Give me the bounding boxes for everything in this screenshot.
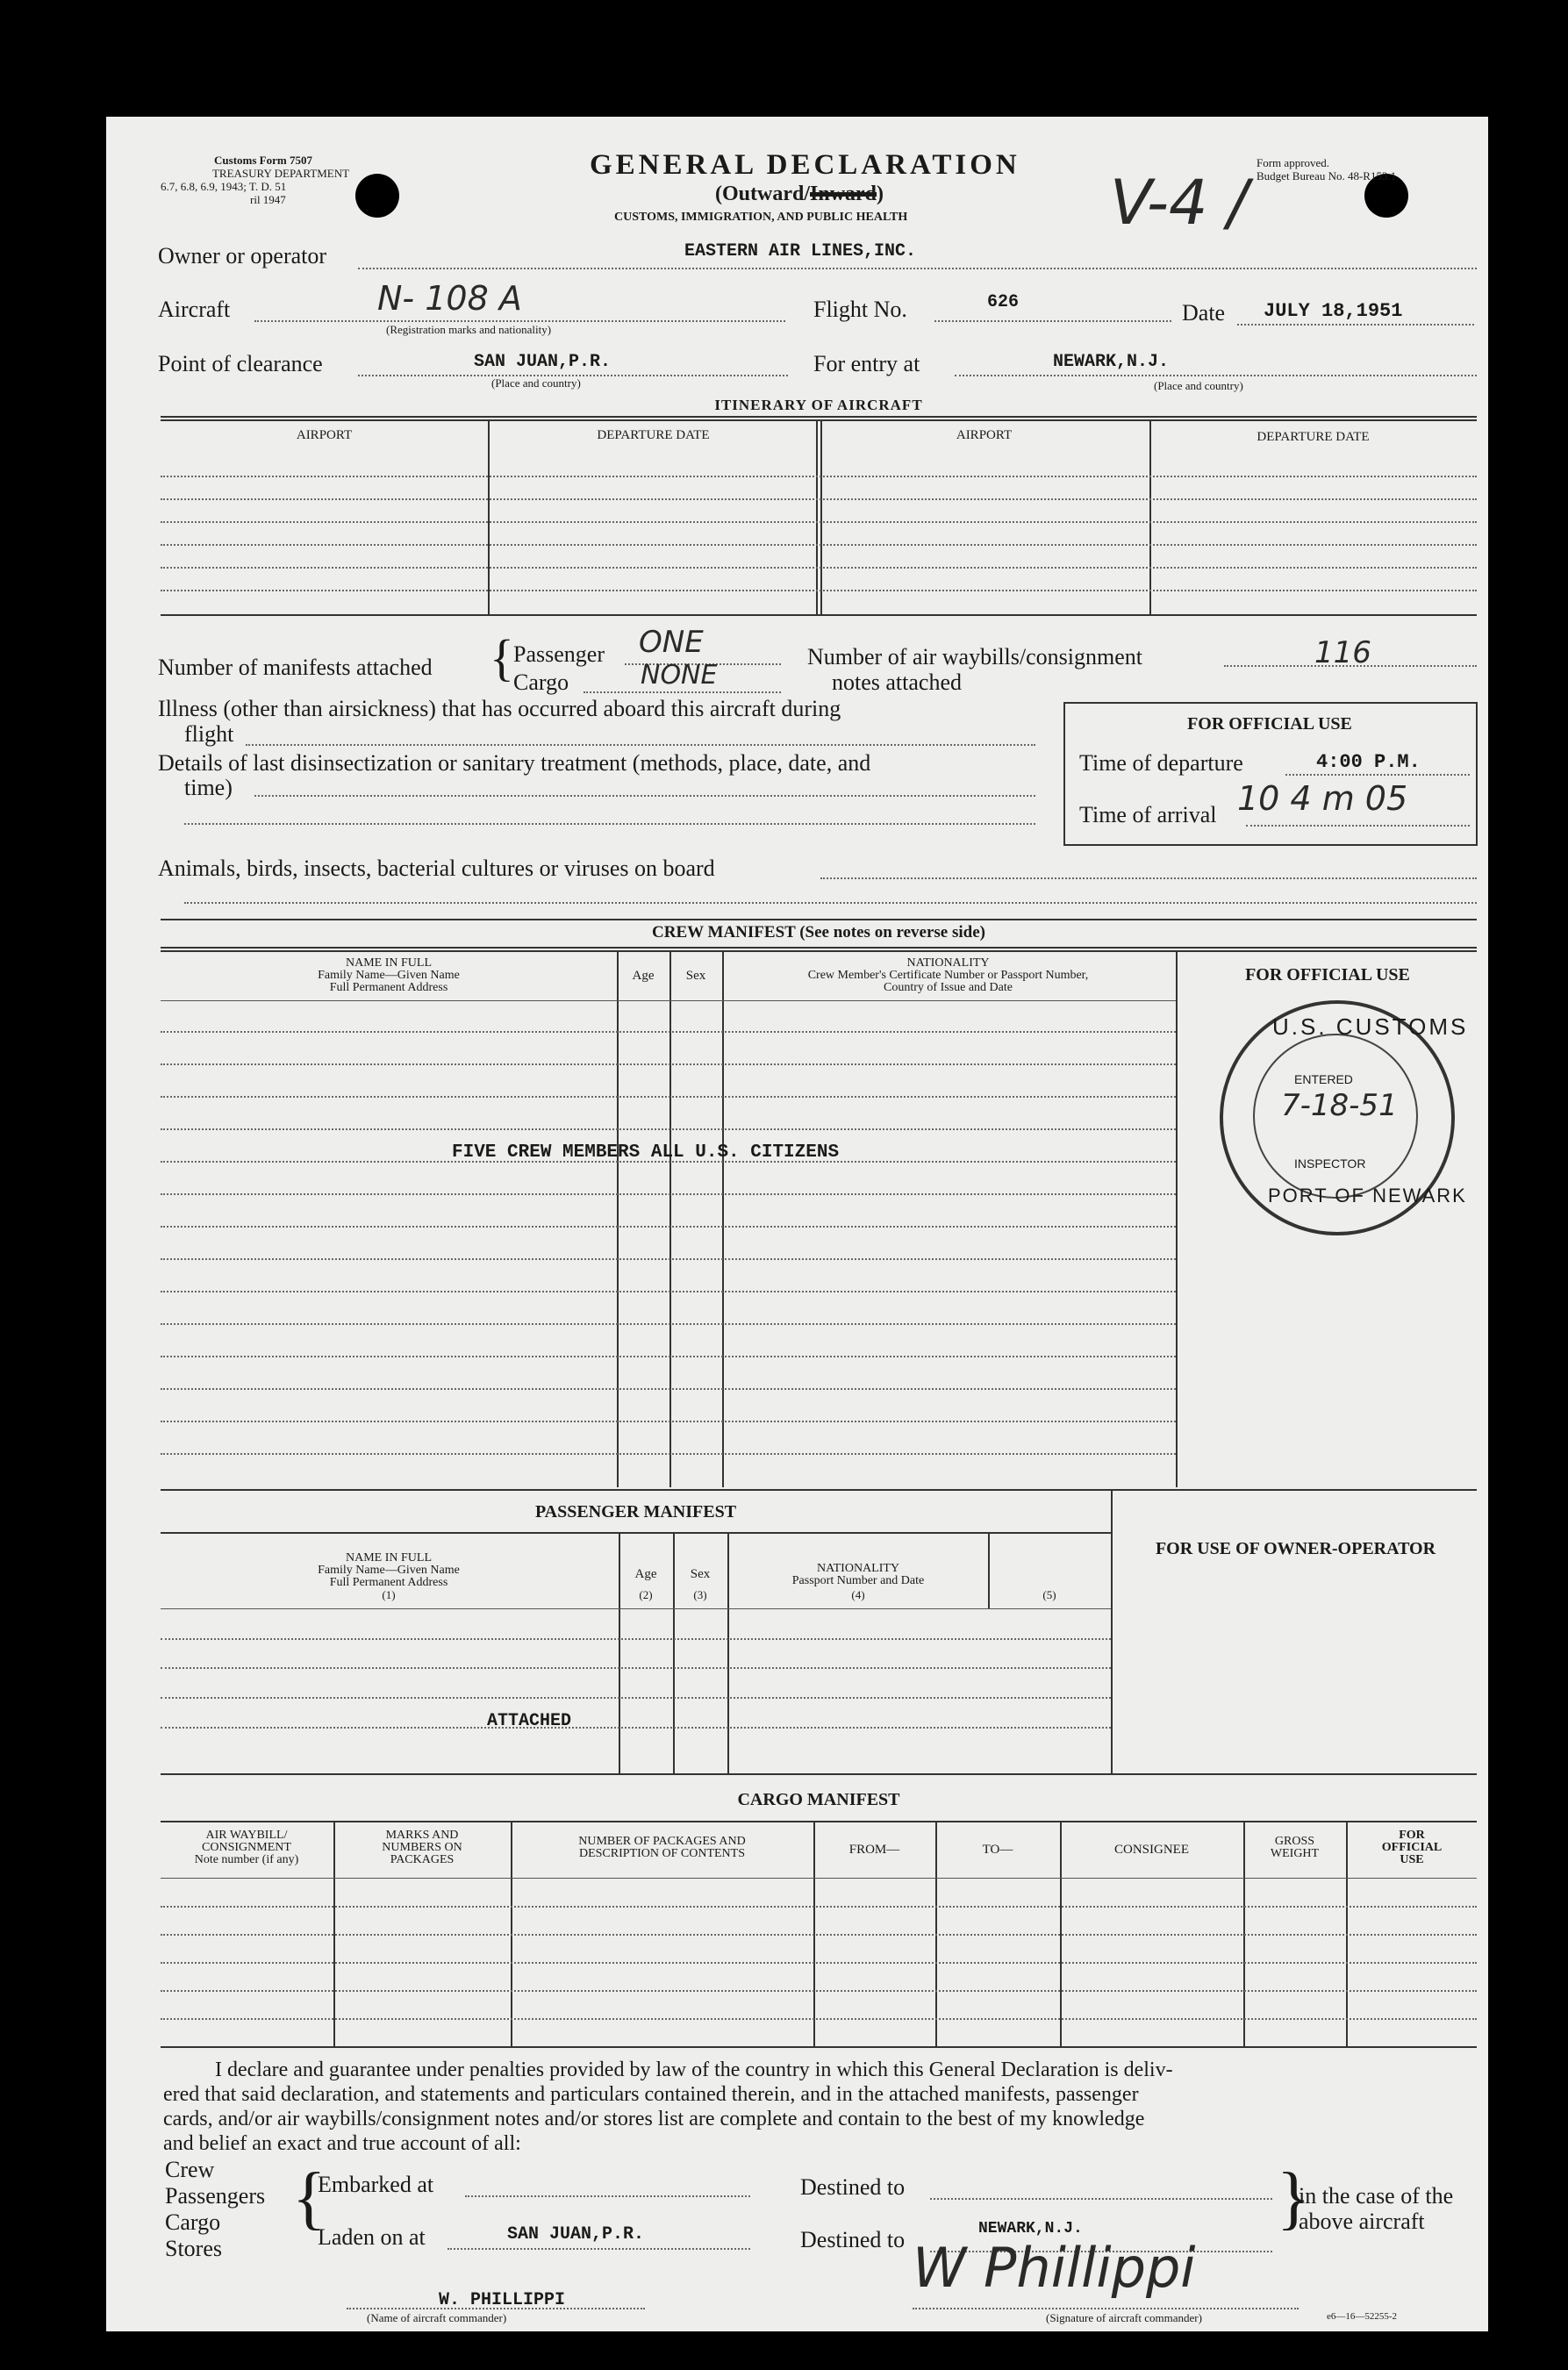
- crew-manifest-title: CREW MANIFEST (See notes on reverse side): [652, 923, 985, 942]
- crew-col-name-3: Full Permanent Address: [329, 981, 448, 994]
- approval-line-1: Form approved.: [1257, 156, 1330, 169]
- cargo-col-consignee: CONSIGNEE: [1114, 1843, 1189, 1857]
- departure-time-label: Time of departure: [1079, 750, 1243, 776]
- cargo-col-waybill-l3: Note number (if any): [194, 1853, 299, 1866]
- clearance-value: SAN JUAN,P.R.: [474, 352, 612, 372]
- cargo-col-from: FROM—: [848, 1843, 900, 1857]
- itin-col-airport-2: AIRPORT: [956, 428, 1013, 442]
- entry-value: NEWARK,N.J.: [1053, 352, 1170, 372]
- cargo-col-to: TO—: [982, 1843, 1013, 1857]
- departure-time-value: 4:00 P.M.: [1316, 751, 1421, 773]
- pass-col-age-num: (2): [639, 1588, 653, 1601]
- pass-col-nat-2: Passport Number and Date: [791, 1574, 925, 1587]
- entry-label: For entry at: [813, 351, 920, 376]
- itinerary-title: ITINERARY OF AIRCRAFT: [714, 397, 923, 413]
- crew-col-nat-2: Crew Member's Certificate Number or Passport Number,: [807, 969, 1089, 982]
- declaration-line-1: I declare and guarantee under penalties provided by law of the country in which this General Declaration is deliv-: [215, 2059, 1173, 2081]
- declaration-brace-left: {: [292, 2159, 326, 2237]
- case-label-1: in the case of the: [1299, 2183, 1454, 2209]
- illness-label: Illness (other than airsickness) that has occurred aboard this aircraft during: [158, 696, 841, 721]
- passenger-label: Passenger: [513, 641, 605, 667]
- flight-label: Flight No.: [813, 297, 907, 322]
- document-subtitle: (Outward/Inward): [715, 183, 884, 205]
- manifests-label: Number of manifests attached: [158, 655, 433, 680]
- form-date: ril 1947: [250, 193, 286, 206]
- pass-col-age: Age: [634, 1567, 657, 1581]
- declaration-item-cargo: Cargo: [165, 2209, 221, 2235]
- crew-col-official: FOR OFFICIAL USE: [1245, 965, 1410, 985]
- cargo-col-official: [1347, 1829, 1477, 1866]
- laden-value: SAN JUAN,P.R.: [507, 2224, 645, 2245]
- arrival-time-value: 10 4 m 05: [1237, 779, 1408, 818]
- itin-col-airport-1: AIRPORT: [296, 428, 353, 442]
- crew-col-nat-3: Country of Issue and Date: [884, 981, 1013, 994]
- pass-col-name-3: Full Permanent Address: [329, 1576, 448, 1589]
- crew-col-sex: Sex: [685, 969, 706, 983]
- cargo-col-waybill-l2: CONSIGNMENT: [202, 1841, 291, 1854]
- cargo-manifest-title: CARGO MANIFEST: [737, 1790, 900, 1809]
- pass-col-5: (5): [1042, 1588, 1056, 1601]
- department: TREASURY DEPARTMENT: [211, 167, 350, 180]
- waybills-label-2: notes attached: [832, 669, 962, 695]
- destined-label: Destined to: [800, 2174, 906, 2200]
- crew-entry: FIVE CREW MEMBERS ALL U.S. CITIZENS: [452, 1142, 840, 1163]
- crew-col-age: Age: [632, 969, 655, 983]
- clearance-label: Point of clearance: [158, 351, 323, 376]
- agencies-line: CUSTOMS, IMMIGRATION, AND PUBLIC HEALTH: [614, 211, 908, 224]
- aircraft-value: N- 108 A: [377, 279, 522, 318]
- commander-name: W. PHILLIPPI: [439, 2290, 566, 2310]
- declaration-brace-right: }: [1277, 2159, 1311, 2237]
- cargo-col-marks-l3: PACKAGES: [390, 1853, 455, 1866]
- passenger-entry: ATTACHED: [487, 1711, 572, 1731]
- cargo-col-official-l2: OFFICIAL: [1381, 1841, 1443, 1854]
- cargo-value: NONE: [641, 660, 718, 691]
- declaration-line-4: and belief an exact and true account of all:: [163, 2132, 521, 2155]
- cargo-label: Cargo: [513, 669, 569, 695]
- declaration-item-stores: Stores: [165, 2236, 222, 2261]
- subtitle-outward: (Outward/: [715, 183, 810, 205]
- stamp-entered: ENTERED: [1294, 1072, 1353, 1086]
- waybills-value: 116: [1314, 635, 1371, 670]
- passenger-manifest-title: PASSENGER MANIFEST: [534, 1502, 737, 1522]
- cargo-col-waybill-l1: AIR WAYBILL/: [205, 1829, 288, 1842]
- subtitle-struck: Inward: [810, 183, 877, 205]
- cargo-col-packages: [512, 1836, 813, 1860]
- illness-label-2: flight: [184, 721, 234, 747]
- itin-col-departure-1: DEPARTURE DATE: [597, 428, 710, 442]
- pass-col-sex: Sex: [690, 1567, 711, 1581]
- commander-caption: (Name of aircraft commander): [367, 2311, 507, 2324]
- commander-signature: W Phillippi: [913, 2236, 1196, 2300]
- manifests-brace: {: [490, 629, 514, 686]
- owner-value: EASTERN AIR LINES,INC.: [684, 241, 917, 261]
- crew-col-nat-1: NATIONALITY: [906, 956, 990, 970]
- itin-col-departure-2: DEPARTURE DATE: [1257, 430, 1370, 444]
- case-label-2: above aircraft: [1299, 2209, 1425, 2234]
- declaration-line-3: cards, and/or air waybills/consignment notes and/or stores list are complete and contain to the best of my knowledge: [163, 2108, 1145, 2130]
- cargo-col-marks: [334, 1829, 510, 1866]
- stamp-date: 7-18-51: [1281, 1088, 1398, 1123]
- crew-col-name-2: Family Name—Given Name: [318, 969, 460, 982]
- destined-value: NEWARK,N.J.: [978, 2220, 1083, 2238]
- owner-operator-title: FOR USE OF OWNER-OPERATOR: [1155, 1539, 1436, 1558]
- animals-label: Animals, birds, insects, bacterial cultures or viruses on board: [158, 856, 715, 881]
- waybills-label: Number of air waybills/consignment: [807, 644, 1142, 669]
- entry-caption: (Place and country): [1154, 379, 1243, 392]
- cargo-col-marks-l2: NUMBERS ON: [382, 1841, 462, 1854]
- aircraft-label: Aircraft: [158, 297, 231, 322]
- aircraft-caption: (Registration marks and nationality): [386, 323, 552, 336]
- cargo-col-waybill: [161, 1829, 333, 1866]
- print-code: e6—16—52255-2: [1327, 2311, 1398, 2322]
- document-title: GENERAL DECLARATION: [590, 149, 1020, 181]
- cargo-col-weight-l1: GROSS: [1274, 1835, 1315, 1848]
- stamp-inspector: INSPECTOR: [1294, 1156, 1366, 1171]
- declaration-item-crew: Crew: [165, 2157, 215, 2182]
- declaration-line-2: ered that said declaration, and statements and particulars contained therein, and in the attached manifests, passenger: [163, 2083, 1139, 2106]
- cargo-col-weight-l2: WEIGHT: [1270, 1847, 1320, 1860]
- passenger-value: ONE: [639, 625, 704, 660]
- destined-label-2: Destined to: [800, 2227, 906, 2252]
- crew-col-name-1: NAME IN FULL: [346, 956, 432, 970]
- cargo-col-packages-l1: NUMBER OF PACKAGES AND: [578, 1835, 746, 1848]
- form-reference: 6.7, 6.8, 6.9, 1943; T. D. 51: [161, 180, 287, 193]
- pass-col-nat-1: NATIONALITY: [816, 1562, 900, 1575]
- signature-caption: (Signature of aircraft commander): [1046, 2311, 1202, 2324]
- pass-col-nat-num: (4): [851, 1588, 865, 1601]
- arrival-time-label: Time of arrival: [1079, 802, 1217, 827]
- pass-col-name-2: Family Name—Given Name: [318, 1564, 460, 1577]
- approval-line-2: Budget Bureau No. 48-R153.1.: [1257, 169, 1400, 183]
- disinsect-label-2: time): [184, 775, 233, 800]
- clearance-caption: (Place and country): [491, 376, 581, 390]
- form-number: Customs Form 7507: [214, 154, 312, 167]
- embarked-label: Embarked at: [318, 2172, 434, 2197]
- date-label: Date: [1182, 300, 1226, 326]
- pass-col-name-1: NAME IN FULL: [346, 1551, 432, 1564]
- cargo-col-weight: [1244, 1836, 1345, 1860]
- owner-label: Owner or operator: [158, 243, 327, 269]
- pass-col-sex-num: (3): [693, 1588, 707, 1601]
- handwritten-mark: V-4 /: [1110, 167, 1249, 239]
- pass-col-name-num: (1): [382, 1588, 396, 1601]
- stamp-top-text: U.S. CUSTOMS: [1272, 1013, 1469, 1040]
- cargo-col-packages-l2: DESCRIPTION OF CONTENTS: [578, 1847, 745, 1860]
- laden-label: Laden on at: [318, 2224, 426, 2250]
- cargo-col-marks-l1: MARKS AND: [385, 1829, 459, 1842]
- flight-value: 626: [987, 292, 1020, 312]
- stamp-bottom-text: PORT OF NEWARK: [1268, 1185, 1467, 1206]
- date-value: JULY 18,1951: [1264, 300, 1403, 322]
- official-use-title: FOR OFFICIAL USE: [1187, 714, 1352, 734]
- disinsect-label: Details of last disinsectization or sanitary treatment (methods, place, date, and: [158, 750, 871, 776]
- declaration-item-passengers: Passengers: [165, 2183, 266, 2209]
- document-page: [106, 117, 1488, 2331]
- cargo-col-official-l1: FOR: [1399, 1829, 1425, 1842]
- cargo-col-official-l3: USE: [1400, 1853, 1424, 1866]
